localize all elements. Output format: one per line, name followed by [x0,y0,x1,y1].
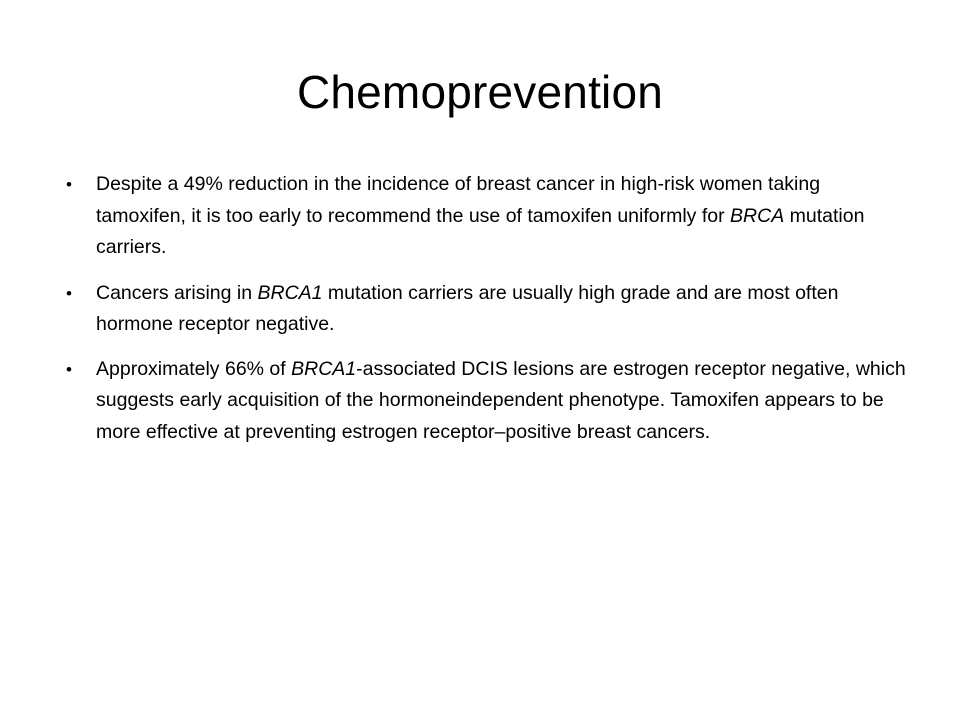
bullet-text-italic-segment: BRCA1 [291,357,357,380]
bullet-text-segment: -associated DCIS lesions are estrogen receptor negative, which suggests early acquisition of the hormoneindependent phenotype. Tamoxifen appears to be more effective at preventing estrogen receptor–positive breast cancers. [96,357,906,443]
bullet-list [66,169,906,462]
bullet-item [66,169,906,264]
bullet-text [96,282,838,336]
bullet-icon: • [66,359,72,379]
bullet-text-segment: mutation carriers are usually high grade and are most often hormone receptor negative. [96,281,839,335]
bullet-text [96,358,906,443]
bullet-item [66,354,906,449]
bullet-text-segment: Despite a 49% reduction in the incidence of breast cancer in high-risk women taking tamoxifen, it is too early to recommend the use of tamoxifen uniformly for [96,173,821,227]
bullet-text-italic-segment: BRCA1 [257,281,323,304]
slide-title: Chemoprevention [296,66,664,118]
bullet-text [96,173,864,258]
bullet-icon: • [66,175,72,194]
bullet-text-segment: Approximately 66% of [96,357,292,380]
bullet-icon: • [66,283,72,303]
bullet-text-segment: mutation carriers. [96,204,865,258]
bullet-text-segment: Cancers arising in [96,281,258,304]
bullet-item [66,278,906,341]
bullet-text-italic-segment: BRCA [730,204,785,227]
